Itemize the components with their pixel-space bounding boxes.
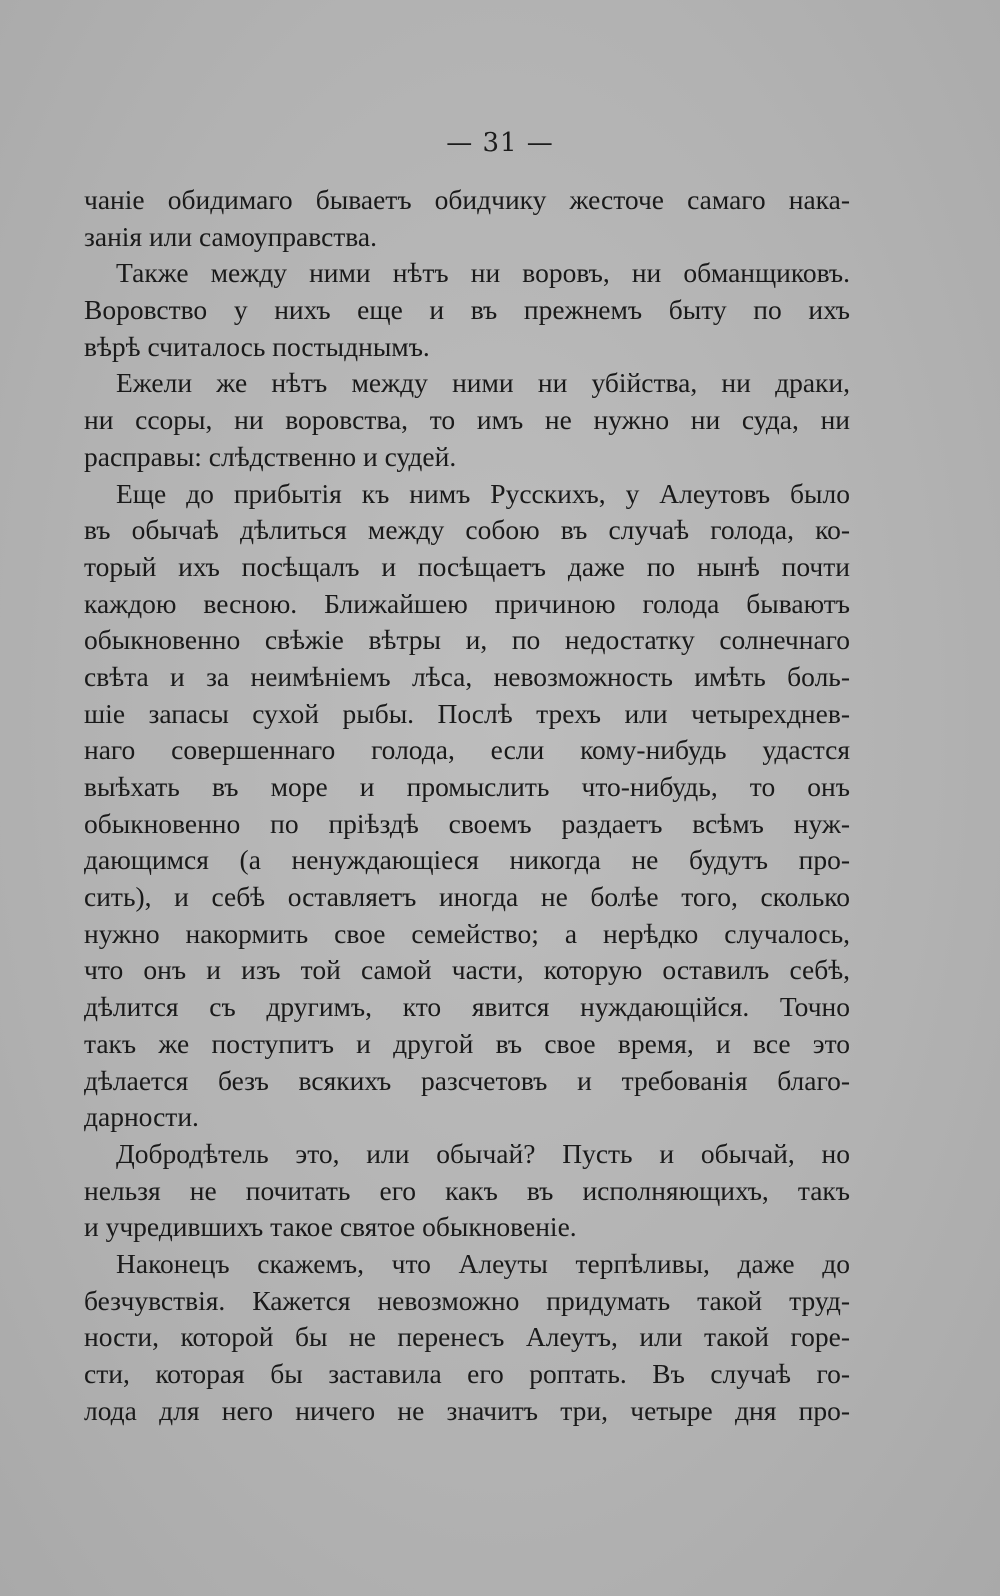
text-line: чаніе обидимаго бываетъ обидчику жесточе самаго нака- [84, 184, 850, 215]
text-line: Еще до прибытія къ нимъ Русскихъ, у Алеутовъ было [116, 477, 850, 509]
text-line: нужно накормить свое семейство; а нерѣдко случалось, [84, 917, 850, 949]
text-line: безчувствія. Кажется невозможно придумать такой труд- [84, 1284, 850, 1316]
text-line: дающимся (а ненуждающіеся никогда не будутъ про- [84, 844, 850, 876]
text-line: вѣрѣ считалось постыднымъ. [84, 330, 430, 362]
text-line: что онъ и изъ той самой части, которую оставилъ себѣ, [84, 954, 850, 986]
text-line: наго совершеннаго голода, если кому-нибудь удастся [84, 734, 850, 766]
text-line: Воровство у нихъ еще и въ прежнемъ быту по ихъ [84, 294, 850, 326]
text-line: нельзя не почитать его какъ въ исполняющихъ, такъ [84, 1174, 850, 1206]
text-line: лода для него ничего не значитъ три, четыре дня про- [84, 1394, 850, 1426]
text-line: занія или самоуправства. [84, 220, 378, 252]
body-text [84, 182, 850, 1429]
text-line: ни ссоры, ни воровства, то имъ не нужно ни суда, ни [84, 404, 850, 436]
text-line: въ обычаѣ дѣлиться между собою въ случаѣ голода, ко- [84, 514, 850, 546]
text-line: сти, которая бы заставила его роптать. Въ случаѣ го- [84, 1358, 850, 1389]
text-line: Также между ними нѣтъ ни воровъ, ни обманщиковъ. [116, 257, 850, 289]
text-line: дѣлится съ другимъ, кто явится нуждающійся. Точно [84, 991, 850, 1023]
text-line: Добродѣтель это, или обычай? Пусть и обычай, но [116, 1137, 850, 1169]
text-line: сить), и себѣ оставляетъ иногда не болѣе того, сколько [84, 881, 850, 913]
text-line: обыкновенно свѣжіе вѣтры и, по недостатку солнечнаго [84, 624, 850, 656]
text-line: ности, которой бы не перенесъ Алеутъ, или такой горе- [84, 1321, 850, 1353]
page-number: — 31 — [446, 128, 554, 158]
text-line: торый ихъ посѣщалъ и посѣщаетъ даже по нынѣ почти [84, 550, 850, 582]
text-line: расправы: слѣдственно и судей. [84, 440, 457, 472]
text-line: и учредившихъ такое святое обыкновеніе. [84, 1211, 577, 1243]
text-line: обыкновенно по пріѣздѣ своемъ раздаетъ всѣмъ нуж- [84, 807, 850, 839]
text-line: дарности. [84, 1101, 199, 1133]
text-line: Наконецъ скажемъ, что Алеуты терпѣливы, даже до [116, 1247, 850, 1279]
text-line: выѣхать въ море и промыслить что-нибудь, то онъ [84, 771, 850, 802]
text-line: свѣта и за неимѣніемъ лѣса, невозможность имѣть боль- [84, 660, 850, 692]
text-line: такъ же поступитъ и другой въ свое время, и все это [84, 1027, 850, 1059]
text-line: шіе запасы сухой рыбы. Послѣ трехъ или четырехднев- [84, 697, 850, 729]
text-line: дѣлается безъ всякихъ разсчетовъ и требованія благо- [84, 1064, 850, 1096]
text-line: каждою весною. Ближайшею причиною голода бываютъ [84, 587, 850, 619]
text-line: Ежели же нѣтъ между ними ни убійства, ни драки, [116, 367, 850, 399]
